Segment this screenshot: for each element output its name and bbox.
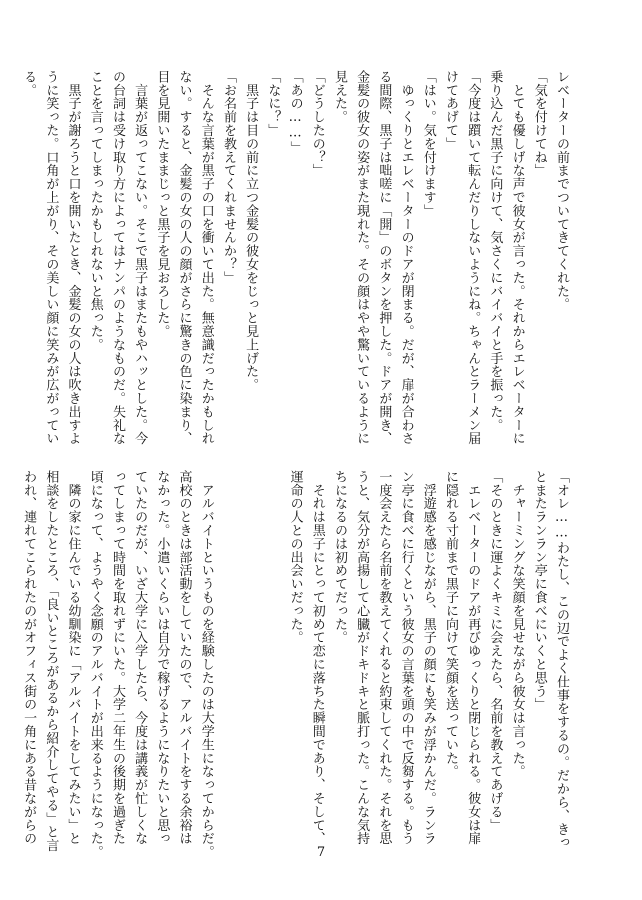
text-line bbox=[261, 470, 283, 812]
text-line: 隣の家に住んでいる幼馴染に「アルバイトをしてみたい」と bbox=[65, 470, 81, 846]
text-line: ゆっくりとエレベーターのドアが閉まる。だが、扉が合わさ bbox=[398, 70, 414, 446]
text-block-upper bbox=[21, 70, 572, 446]
text-line: ちになるのは初めてだった。 bbox=[331, 470, 347, 645]
text-line: 「そのときに運よくキミに会えたら、名前を教えてあげる」 bbox=[487, 470, 503, 832]
text-line: 相談をしたところ、「良いところがあるから紹介してやる」と言 bbox=[43, 470, 59, 853]
text-line: アルバイトというものを経験したのは大学生になってからだ。 bbox=[198, 470, 214, 859]
text-line: ていたのだが、いざ大学に入学したら、今度は講義が忙しくな bbox=[132, 470, 148, 846]
text-line: けてあげて」 bbox=[442, 70, 458, 151]
text-line: の台詞は受け取り方によってはナンパのようなものだ。失礼な bbox=[109, 70, 125, 446]
text-line: エレベーターのドアが再びゆっくりと閉じられる。彼女は扉 bbox=[465, 470, 481, 846]
text-line: チャーミングな笑顔を見せながら彼女は言った。 bbox=[509, 470, 525, 779]
text-line: に隠れる寸前まで黒子に向けて笑顔を送っていた。 bbox=[442, 470, 458, 779]
text-line: 金髪の彼女の姿がまた現れた。その顔はやや驚いているように bbox=[354, 70, 370, 446]
text-line: それは黒子にとって初めて恋に落ちた瞬間であり、そして、 bbox=[309, 470, 325, 846]
text-line: 「気を付けてね」 bbox=[531, 70, 547, 178]
text-line: 高校のときは部活動をしていたので、アルバイトをする余裕は bbox=[176, 470, 192, 846]
text-line: 黒子は目の前に立つ金髪の彼女をじっと見上げた。 bbox=[243, 70, 259, 392]
text-line: 運命の人との出会いだった。 bbox=[287, 470, 303, 645]
text-line: 一度会えたら名前を教えてくれると約束してくれた。それを思 bbox=[376, 470, 392, 846]
text-line: うと、気分が高揚して心臓がドキドキと脈打った。こんな気持 bbox=[354, 470, 370, 846]
text-line: 乗り込んだ黒子に向けて、気さくにバイバイと手を振った。 bbox=[487, 70, 503, 432]
text-line: レベーターの前までついてきてくれた。 bbox=[554, 70, 569, 312]
text-block-lower bbox=[21, 470, 572, 859]
text-line: 黒子が謝ろうと口を開いたとき、金髪の女の人は吹き出すよ bbox=[65, 70, 81, 446]
text-line: 「あの……」 bbox=[287, 70, 303, 155]
text-line: 見えた。 bbox=[331, 70, 347, 124]
text-line: われ、連れてこられたのがオフィス街の一角にある昔ながらの bbox=[21, 470, 37, 846]
text-line: 「お名前を教えてくれませんか？」 bbox=[220, 70, 236, 285]
text-line: 言葉が返ってこない。そこで黒子はまたもやハッとした。今 bbox=[132, 70, 148, 446]
text-line: うに笑った。口角が上がり、その美しい顔に笑みが広がってい bbox=[43, 70, 59, 446]
text-line: ン亭に食べに行くという彼女の言葉を頭の中で反芻する。もう bbox=[398, 470, 414, 846]
text-line: 「どうしたの？」 bbox=[309, 70, 325, 178]
text-line: なかった。小遣いくらいは自分で稼げるようになりたいと思っ bbox=[154, 470, 170, 846]
text-line: 「なに？」 bbox=[265, 70, 281, 137]
text-line: る間際、黒子は咄嗟に「開」のボタンを押した。ドアが開き、 bbox=[376, 70, 392, 446]
text-line: そんな言葉が黒子の口を衝いて出た。無意識だったかもしれ bbox=[198, 70, 214, 446]
page-number: 7 bbox=[316, 845, 326, 860]
text-line: ない。すると、金髪の女の人の顔がさらに驚きの色に染まり、 bbox=[176, 70, 192, 446]
text-line: とまたランラン亭に食べにいくと思う」 bbox=[531, 470, 547, 712]
text-line: 頃になって、ようやく念願のアルバイトが出来るようになった。 bbox=[87, 470, 103, 859]
text-line: 浮遊感を感じながら、黒子の顔にも笑みが浮かんだ。ランラ bbox=[420, 470, 436, 846]
text-line bbox=[217, 470, 239, 812]
text-line: とても優しげな声で彼女が言った。それからエレベーターに bbox=[509, 70, 525, 446]
text-line: 「はい。気を付けます」 bbox=[420, 70, 436, 218]
text-line bbox=[239, 470, 261, 812]
text-line: ってしまって時間を取れずにいた。大学二年生の後期を過ぎた bbox=[109, 470, 125, 846]
text-line: 「オレ……わたし、この辺でよく仕事をするの。だから、きっ bbox=[554, 470, 569, 850]
text-line: 「今度は躓いて転んだりしないようにね。ちゃんとラーメン届 bbox=[465, 70, 481, 446]
text-line: 目を見開いたままじっと黒子を見おろした。 bbox=[154, 70, 170, 338]
text-line: ことを言ってしまったかもしれないと焦った。 bbox=[87, 70, 103, 352]
text-line: る。 bbox=[21, 70, 37, 97]
